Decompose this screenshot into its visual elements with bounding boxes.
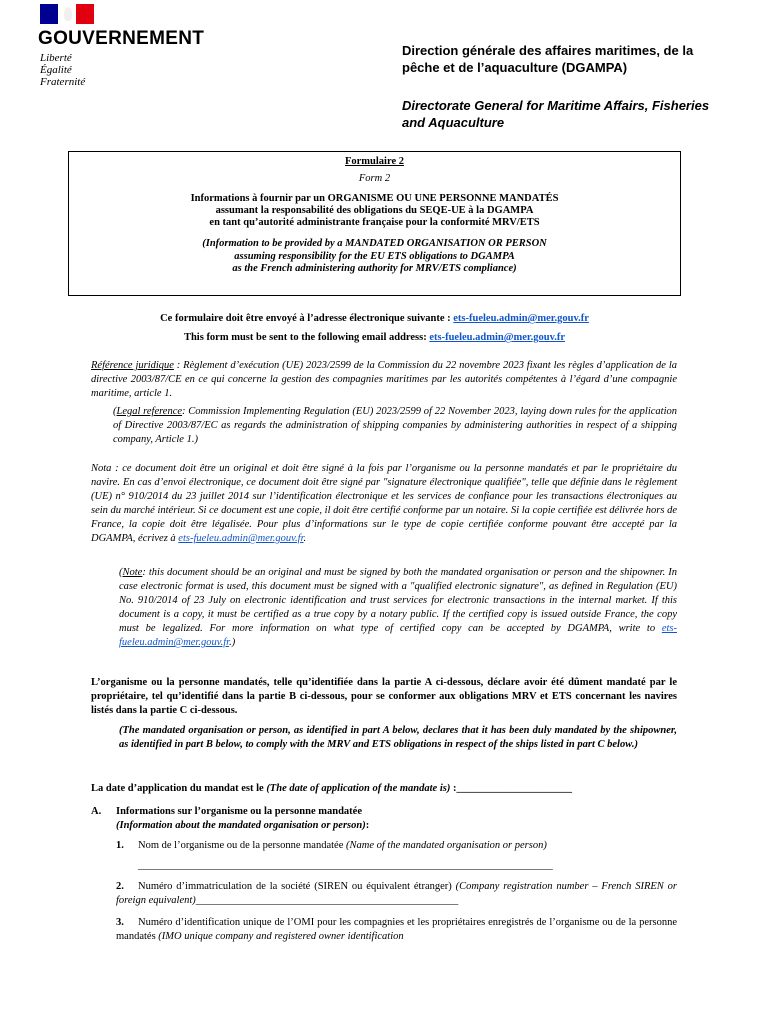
form-title-en: Form 2 (358, 173, 391, 185)
item-2-label: 2. Numéro d’immatriculation de la société (SIREN ou équivalent étranger) (Company registration number – French SIREN or foreign equivalent)__________________________________________________ (116, 881, 677, 906)
note-email-link-fr[interactable]: ets-fueleu.admin@mer.gouv.fr (178, 533, 304, 544)
form-info-en: (Information to be provided by a MANDATED ORGANISATION OR PERSON assuming responsibility for the EU ETS obligations to DGAMPA as the French administering authority for MRV/ETS compliance) (202, 238, 547, 275)
email-link-en[interactable]: ets-fueleu.admin@mer.gouv.fr (429, 332, 566, 343)
marianne-logo (40, 4, 94, 24)
republic-motto: Liberté Égalité Fraternité (40, 52, 86, 88)
form-title-fr: Formulaire 2 (344, 156, 404, 167)
item-2-field[interactable]: __________________________________________________ (195, 895, 459, 906)
form-title-box (68, 151, 681, 296)
mandate-date-line: La date d’application du mandat est le (The date of application of the mandate is) :______________________ (91, 783, 572, 794)
item-1-field[interactable]: _______________________________________________________________________________ (138, 860, 553, 871)
item-3-label: 3. Numéro d’identification unique de l’OMI pour les compagnies et les propriétaires enregistrés de l’organisme ou de la personne mandatés (IMO unique company and registered owner identification (116, 917, 677, 942)
gouvernement-title: GOUVERNEMENT (38, 28, 205, 49)
email-link-fr[interactable]: ets-fueleu.admin@mer.gouv.fr (453, 313, 589, 324)
note-fr: Nota : ce document doit être un original et doit être signé à la fois par l’organisme ou la personne mandatés et par le propriétaire du navire. En cas d’envoi électronique, ce document doit être signé par "signature électronique qualifiée", telle que définie dans le règlement (UE) n° 910/2014 du 23 juillet 2014 sur l’identification électronique et les services de confiance pour les transactions électroniques au sein du marché intérieur. Si ce document est une copie, il doit être certifié conforme par un notaire. Si la copie certifiée est délivrée hors de France, la copie doit être légalisée. Pour plus d’informations sur le type de copie certifiée conforme pouvant être accepté par la DGAMPA, écrivez à ets-fueleu.admin@mer.gouv.fr. (91, 463, 677, 544)
legal-reference-en: (Legal reference: Commission Implementing Regulation (EU) 2023/2599 of 22 November 2023, laying down rules for the application of Directive 2003/87/EC as regards the administration of shipping companies by administering authorities in respect of a shipping company, Article 1.) (113, 406, 677, 445)
item-1-label: 1. Nom de l’organisme ou de la personne mandatée (Name of the mandated organisation or person) (116, 840, 547, 851)
declaration-fr: L’organisme ou la personne mandatés, telle qu’identifiée dans la partie A ci-dessous, déclare avoir été dûment mandaté par le propriétaire, tel qu’identifié dans la partie B ci-dessous, pour se conformer aux obligations MRV et ETS concernant les navires listés dans la partie C ci-dessous. (91, 677, 677, 716)
send-instruction-fr: Ce formulaire doit être envoyé à l’adresse électronique suivante : ets-fueleu.admin@mer.gouv.fr (160, 313, 589, 324)
section-a-heading-en: (Information about the mandated organisation or person): (116, 820, 370, 831)
form-info-fr: Informations à fournir par un ORGANISME OU UNE PERSONNE MANDATÉS assumant la responsabilité des obligations du SEQE-UE à la DGAMPA en tant qu’autorité administrante française pour la conformité MRV/ETS (190, 192, 559, 229)
send-instruction-en: This form must be sent to the following email address: ets-fueleu.admin@mer.gouv.fr (183, 332, 566, 343)
note-en: (Note: this document should be an original and must be signed by both the mandated organisation or person and the shipowner. In case electronic format is used, this document must be signed with a "qualified electronic signature", as defined in Regulation (EU) No. 910/2014 of 23 July on electronic identification and trust services for electronic transactions in the internal market. If this document is a copy, it must be certified as a true copy by a notary public. If the certified copy is issued outside France, the copy must be legalized. For more information on what type of certified copy can be accepted by DGAMPA, write to ets-fueleu.admin@mer.gouv.fr.) (119, 567, 677, 648)
direction-french: Direction générale des affaires maritimes, de la pêche et de l’aquaculture (DGAMPA) (402, 43, 694, 75)
direction-english: Directorate General for Maritime Affairs, Fisheries and Aquaculture (402, 98, 710, 130)
declaration-en: (The mandated organisation or person, as identified in part A below, declares that it has been duly mandated by the shipowner, as identified in part B below, to comply with the MRV and ETS obligations in respect of the ships listed in part C below.) (119, 725, 677, 750)
legal-reference-fr: Référence juridique : Règlement d’exécution (UE) 2023/2599 de la Commission du 22 novembre 2023 fixant les règles d’application de la directive 2003/87/CE en ce qui concerne la gestion des compagnies maritimes par les autorités compétentes à l’égard d’une compagnie maritime, article 1. (91, 360, 677, 399)
section-a-heading: A. Informations sur l’organisme ou la personne mandatée (91, 806, 362, 817)
note-email-link-en[interactable]: ets-fueleu.admin@mer.gouv.fr (119, 623, 677, 648)
